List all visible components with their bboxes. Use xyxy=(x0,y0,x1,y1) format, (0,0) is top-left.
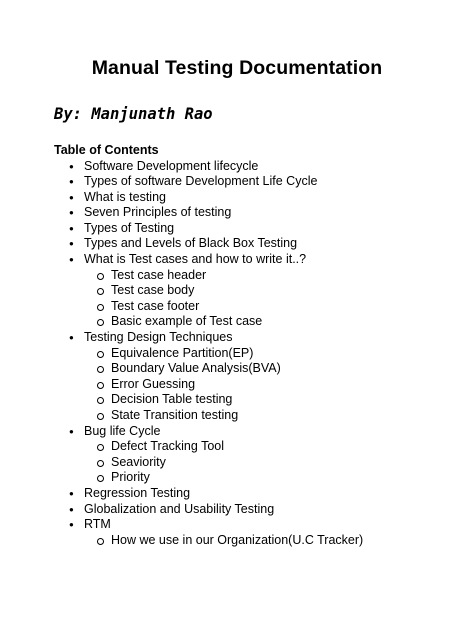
filled-bullet-icon: ● xyxy=(69,488,74,498)
toc-subitem-label: Test case body xyxy=(111,283,195,298)
toc-item xyxy=(0,159,474,175)
hollow-bullet-icon xyxy=(97,444,104,451)
toc-item-label: Bug life Cycle xyxy=(84,423,161,438)
toc-heading: Table of Contents xyxy=(54,143,159,157)
filled-bullet-icon: ● xyxy=(69,333,74,343)
toc-item xyxy=(0,424,474,440)
toc-subitem xyxy=(0,346,474,362)
hollow-bullet-icon xyxy=(97,288,104,295)
toc-subitem-label: Test case footer xyxy=(111,298,200,313)
toc-subitem xyxy=(0,299,474,315)
toc-subitem xyxy=(0,392,474,408)
toc-subitem xyxy=(0,314,474,330)
toc-subitem-label: Equivalence Partition(EP) xyxy=(111,345,254,360)
toc-item xyxy=(0,221,474,237)
toc-item-label: Regression Testing xyxy=(84,485,191,500)
hollow-bullet-icon xyxy=(97,382,104,389)
hollow-bullet-icon xyxy=(97,475,104,482)
toc-item xyxy=(0,190,474,206)
filled-bullet-icon: ● xyxy=(69,208,74,218)
hollow-bullet-icon xyxy=(97,366,104,373)
toc-item-label: What is Test cases and how to write it..? xyxy=(84,252,307,267)
toc-item-label: Testing Design Techniques xyxy=(84,330,233,345)
document-title: Manual Testing Documentation xyxy=(91,57,383,79)
filled-bullet-icon: ● xyxy=(69,504,74,514)
hollow-bullet-icon xyxy=(97,397,104,404)
filled-bullet-icon: ● xyxy=(69,520,74,530)
toc-item-label: Software Development lifecycle xyxy=(84,158,259,173)
toc-subitem-label: Boundary Value Analysis(BVA) xyxy=(111,361,281,376)
toc-item xyxy=(0,236,474,252)
toc-item xyxy=(0,486,474,502)
toc-item-label: Types of Testing xyxy=(84,220,175,235)
toc-subitem-label: State Transition testing xyxy=(111,408,239,422)
toc-subitem xyxy=(0,533,474,549)
filled-bullet-icon: ● xyxy=(69,192,74,202)
toc-subitem-label: Seaviority xyxy=(111,454,166,469)
toc-subitem xyxy=(0,361,474,377)
toc-subitem-label: Test case header xyxy=(111,267,207,282)
hollow-bullet-icon xyxy=(97,413,104,420)
toc-subitem-label: Basic example of Test case xyxy=(111,314,263,329)
toc-subitem xyxy=(0,455,474,471)
toc-item xyxy=(0,330,474,346)
toc-item-label: Globalization and Usability Testing xyxy=(84,501,275,516)
hollow-bullet-icon xyxy=(97,351,104,358)
filled-bullet-icon: ● xyxy=(69,426,74,436)
toc-item-label: Types of software Development Life Cycle xyxy=(84,174,318,189)
hollow-bullet-icon xyxy=(97,319,104,326)
filled-bullet-icon: ● xyxy=(69,255,74,265)
toc-item xyxy=(0,502,474,518)
toc-subitem-label: Priority xyxy=(111,470,150,485)
hollow-bullet-icon xyxy=(97,460,104,467)
toc-item xyxy=(0,517,474,533)
filled-bullet-icon: ● xyxy=(69,223,74,233)
toc-subitem-label: Error Guessing xyxy=(111,376,196,391)
toc-subitem-label: How we use in our Organization(U.C Tracker) xyxy=(111,532,364,547)
table-of-contents xyxy=(0,159,474,549)
toc-subitem xyxy=(0,470,474,486)
toc-item-label: Types and Levels of Black Box Testing xyxy=(84,236,298,251)
filled-bullet-icon: ● xyxy=(69,161,74,171)
filled-bullet-icon: ● xyxy=(69,177,74,187)
toc-subitem xyxy=(0,439,474,455)
toc-item-label: What is testing xyxy=(84,189,166,204)
hollow-bullet-icon xyxy=(97,304,104,311)
toc-subitem xyxy=(0,377,474,393)
author-byline: By: Manjunath Rao xyxy=(54,105,213,123)
toc-subitem xyxy=(0,283,474,299)
toc-item xyxy=(0,174,474,190)
toc-subitem xyxy=(0,408,474,424)
toc-item xyxy=(0,252,474,268)
toc-item-label: Seven Principles of testing xyxy=(84,205,232,220)
toc-subitem-label: Decision Table testing xyxy=(111,392,233,407)
hollow-bullet-icon xyxy=(97,273,104,280)
toc-subitem xyxy=(0,268,474,284)
filled-bullet-icon: ● xyxy=(69,239,74,249)
toc-subitem-label: Defect Tracking Tool xyxy=(111,439,225,454)
hollow-bullet-icon xyxy=(97,538,104,545)
toc-item-label: RTM xyxy=(84,517,111,532)
toc-item xyxy=(0,205,474,221)
